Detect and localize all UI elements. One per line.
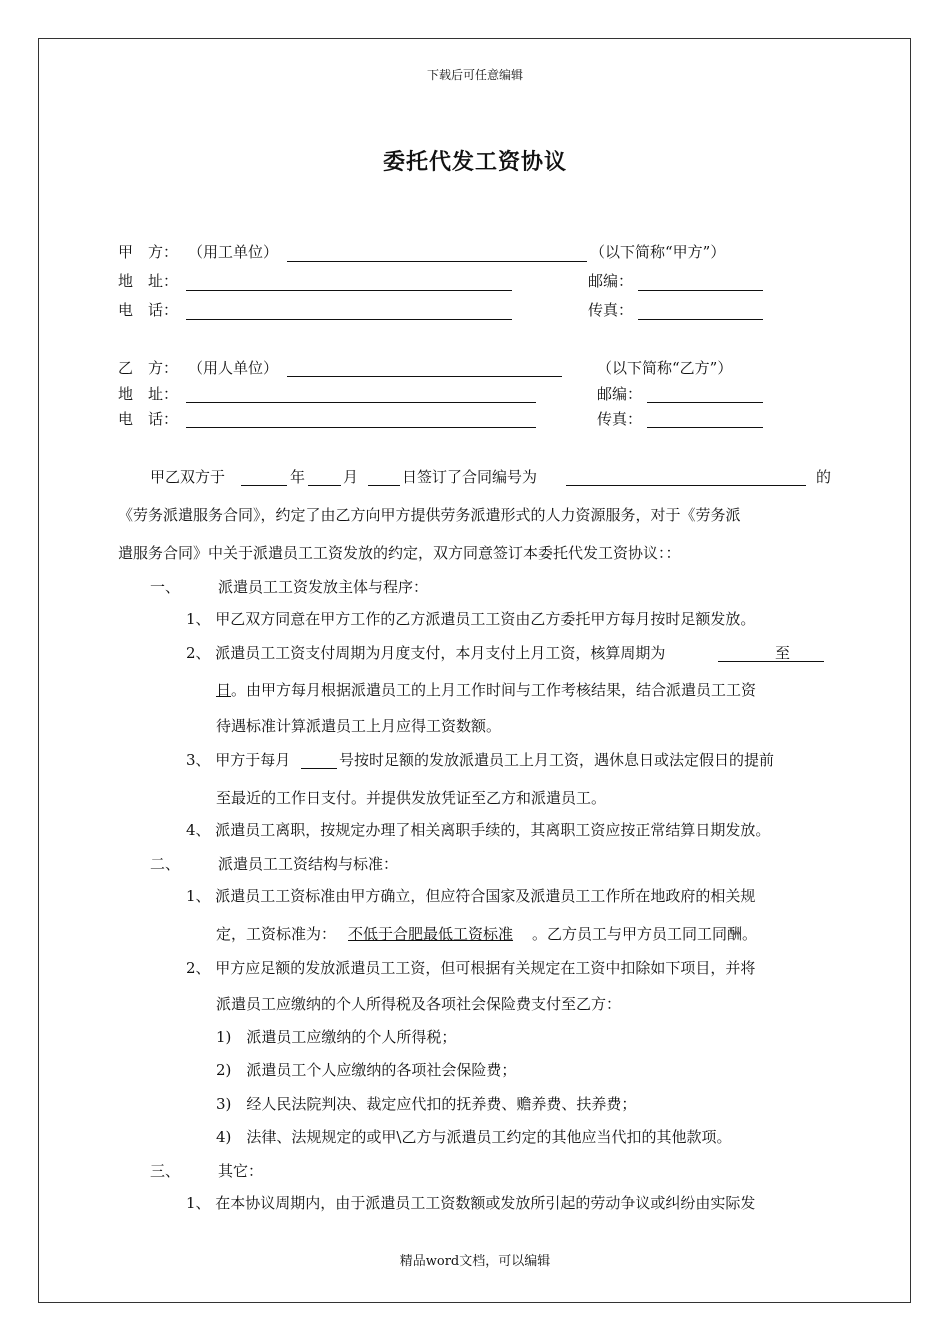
intro-year-label: 年 bbox=[290, 468, 306, 486]
party-b-sub: （用人单位） bbox=[188, 359, 279, 377]
deduction-item-1: 1) 派遣员工应缴纳的个人所得税； bbox=[216, 1028, 457, 1046]
intro-day-label: 日签订了合同编号为 bbox=[402, 468, 538, 486]
party-b-zip-label: 邮编： bbox=[597, 385, 643, 403]
intro-text-2: 《劳务派遣服务合同》，约定了由乙方向甲方提供劳务派遣形式的人力资源服务，对于《劳务派 bbox=[118, 506, 741, 524]
section-2-item-1: 1、 派遣员工工资标准由甲方确立，但应符合国家及派遣员工工作所在地政府的相关规 bbox=[186, 887, 756, 905]
pay-period-day: 日 bbox=[216, 681, 232, 699]
intro-month-label: 月 bbox=[343, 468, 359, 486]
section-2-item-1-cont: 定，工资标准为： bbox=[216, 925, 337, 943]
section-2-item-2: 2、 甲方应足额的发放派遣员工工资，但可根据有关规定在工资中扣除如下项目，并将 bbox=[186, 959, 756, 977]
section-1-item-2-end: 待遇标准计算派遣员工上月应得工资数额。 bbox=[216, 717, 502, 735]
party-a-label: 甲 方： bbox=[118, 243, 179, 261]
party-b-address-label: 地 址： bbox=[118, 385, 179, 403]
party-b-phone-label: 电 话： bbox=[118, 410, 179, 428]
page-footer: 精品word文档，可以编辑 bbox=[399, 1254, 551, 1269]
deduction-item-4: 4) 法律、法规规定的或甲\乙方与派遣员工约定的其他应当代扣的其他款项。 bbox=[216, 1128, 732, 1146]
party-b-name-field[interactable] bbox=[287, 376, 562, 377]
pay-period-field[interactable] bbox=[718, 661, 824, 662]
party-b-address-field[interactable] bbox=[186, 402, 536, 403]
party-a-sub: （用工单位） bbox=[188, 243, 279, 261]
party-a-name-field[interactable] bbox=[287, 261, 587, 262]
section-3-number: 三、 bbox=[150, 1162, 181, 1180]
section-2-item-1-end: 。乙方员工与甲方员工同工同酬。 bbox=[532, 925, 758, 943]
party-a-zip-label: 邮编： bbox=[588, 272, 634, 290]
sign-day-field[interactable] bbox=[368, 485, 400, 486]
party-a-fax-field[interactable] bbox=[638, 319, 763, 320]
section-2-item-2-cont: 派遣员工应缴纳的个人所得税及各项社会保险费支付至乙方： bbox=[216, 995, 622, 1013]
pay-period-to: 至 bbox=[775, 644, 791, 662]
document-title: 委托代发工资协议 bbox=[382, 149, 567, 175]
intro-text-3: 遣服务合同》中关于派遣员工工资发放的约定，双方同意签订本委托代发工资协议：： bbox=[118, 544, 681, 562]
section-3-item-1: 1、 在本协议周期内，由于派遣员工工资数额或发放所引起的劳动争议或纠纷由实际发 bbox=[186, 1194, 756, 1212]
section-1-number: 一、 bbox=[150, 578, 181, 596]
sign-month-field[interactable] bbox=[308, 485, 341, 486]
section-1-item-3-end: 至最近的工作日支付。并提供发放凭证至乙方和派遣员工。 bbox=[216, 789, 607, 807]
section-1-item-2-cont: 。由甲方每月根据派遣员工的上月工作时间与工作考核结果，结合派遣员工工资 bbox=[231, 681, 757, 699]
party-b-suffix: （以下简称“乙方”） bbox=[597, 359, 733, 377]
party-b-fax-field[interactable] bbox=[647, 427, 763, 428]
party-b-phone-field[interactable] bbox=[186, 427, 536, 428]
party-a-address-field[interactable] bbox=[186, 290, 512, 291]
section-2-number: 二、 bbox=[150, 855, 181, 873]
party-a-zip-field[interactable] bbox=[638, 290, 763, 291]
section-2-title: 派遣员工工资结构与标准： bbox=[218, 855, 399, 873]
deduction-item-2: 2) 派遣员工个人应缴纳的各项社会保险费； bbox=[216, 1061, 517, 1079]
section-1-title: 派遣员工工资发放主体与程序： bbox=[218, 578, 429, 596]
party-b-zip-field[interactable] bbox=[647, 402, 763, 403]
section-1-item-2: 2、 派遣员工工资支付周期为月度支付，本月支付上月工资，核算周期为 bbox=[186, 644, 666, 662]
party-a-suffix: （以下简称“甲方”） bbox=[590, 243, 726, 261]
deduction-item-3: 3) 经人民法院判决、裁定应代扣的抚养费、赡养费、扶养费； bbox=[216, 1095, 637, 1113]
section-1-item-3: 3、 甲方于每月 bbox=[186, 751, 291, 769]
sign-year-field[interactable] bbox=[241, 485, 287, 486]
wage-standard-value: 不低于合肥最低工资标准 bbox=[348, 925, 514, 943]
party-a-phone-label: 电 话： bbox=[118, 301, 179, 319]
page-header: 下载后可任意编辑 bbox=[426, 68, 523, 82]
section-3-title: 其它： bbox=[218, 1162, 264, 1180]
party-b-label: 乙 方： bbox=[118, 359, 179, 377]
party-a-phone-field[interactable] bbox=[186, 319, 512, 320]
intro-text-1: 甲乙双方于 bbox=[150, 468, 226, 486]
intro-of: 的 bbox=[816, 468, 832, 486]
contract-number-field[interactable] bbox=[566, 485, 806, 486]
party-a-fax-label: 传真： bbox=[588, 301, 634, 319]
party-b-fax-label: 传真： bbox=[597, 410, 643, 428]
party-a-address-label: 地 址： bbox=[118, 272, 179, 290]
section-1-item-1: 1、 甲乙双方同意在甲方工作的乙方派遣员工工资由乙方委托甲方每月按时足额发放。 bbox=[186, 610, 756, 628]
pay-date-field[interactable] bbox=[301, 768, 337, 769]
section-1-item-3-cont: 号按时足额的发放派遣员工上月工资，遇休息日或法定假日的提前 bbox=[339, 751, 775, 769]
section-1-item-4: 4、 派遣员工离职，按规定办理了相关离职手续的，其离职工资应按正常结算日期发放。 bbox=[186, 821, 771, 839]
